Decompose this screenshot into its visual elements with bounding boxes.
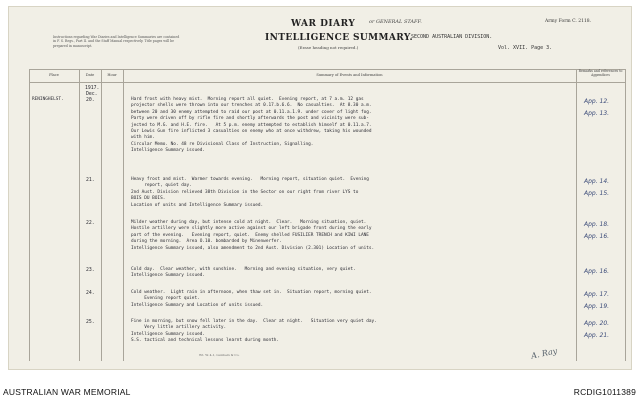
appendix-reference: App. 13. (584, 110, 610, 117)
entry-line: Milder weather during day, but intense cold at night. Clear. Morning situation, quiet. (131, 220, 367, 225)
entry-line: Intelligence Summary issued. (131, 273, 206, 279)
war-diary-sheet (8, 6, 632, 370)
entry-line: during the morning. Area O.10. bombarded by Minenwerfer. (131, 239, 282, 245)
division-name: SECOND AUSTRALIAN DIVISION. (411, 34, 493, 40)
remarks-column-rule (576, 69, 577, 361)
appendix-reference: App. 16. (584, 233, 610, 240)
column-header-hour: Hour (107, 73, 117, 77)
column-header-place: Place (49, 73, 59, 77)
diary-title: WAR DIARY (291, 19, 356, 29)
entry-day: 21. (86, 178, 95, 183)
printer-imprint: Wt. W. 4-1, Lumbers & Co. (199, 353, 240, 357)
entry-line: Evening report quiet. (131, 296, 200, 302)
entry-line: S.S. tactical and technical lessons learnt during month. (131, 338, 280, 344)
table-top-rule (29, 69, 625, 70)
entry-line: Our Lewis Gun fire inflicted 3 casualties on enemy who at once withdrew, taking his wounded (131, 129, 372, 134)
entry-line: Circular Memo. No. 48 re Divisional Class of Instruction, Signalling. (131, 141, 314, 147)
place-name: RENINGHELST. (32, 97, 64, 102)
date-column-rule (101, 69, 102, 361)
entry-line: Very little artillery activity. (131, 325, 227, 331)
entry-day: 22. (86, 221, 95, 226)
entry-line: Intelligence Summary issued. (131, 148, 206, 154)
entry-line: 2nd Aust. Division relieved 38th Division in the Sector on our right from river LYS to (131, 189, 359, 195)
handwritten-heading-note: or GENERAL STAFF. (369, 19, 422, 25)
archive-caption: AUSTRALIAN WAR MEMORIAL (3, 387, 131, 397)
army-form-number: Army Form C. 2118. (545, 19, 592, 24)
entry-line: Intelligence Summary issued. (131, 331, 206, 337)
erase-heading-note: (Erase heading not required.) (298, 45, 359, 50)
entry-line: jected to M.G. and H.E. fire. At 5 p.m. enemy attempted to establish himself at 0.11.a.7. (131, 122, 372, 128)
record-id: RCDIG1011389 (573, 387, 636, 397)
entry-day: 20. (86, 98, 95, 103)
appendix-reference: App. 18. (584, 221, 610, 228)
entry-line: Hard frost with heavy mist. Morning report all quiet. Evening report, at 7 a.m. 12 gas (131, 97, 364, 102)
volume-page: Vol. XVII. Page 3. (498, 45, 553, 51)
year: 1917. (85, 86, 100, 91)
place-column-rule (79, 69, 80, 361)
appendix-reference: App. 15. (584, 190, 610, 197)
appendix-reference: App. 12. (584, 98, 610, 105)
entry-line: Hostile artillery were slightly more active against our left brigade front during the early (131, 226, 372, 232)
appendix-reference: App. 19. (584, 303, 610, 310)
entry-line: part of the evening. Evening report, quiet. Enemy shelled FUSILIER TRENCH and KIWI LANE (131, 232, 369, 238)
month: Dec. (86, 92, 98, 97)
entry-day: 23. (86, 268, 95, 273)
entry-line: projector shells were thrown into our trenches at 0.17.b.6.6. No casualties. At 8.30 a.m. (131, 103, 372, 109)
column-header-date: Date (85, 73, 95, 77)
entry-line: report, quiet day. (131, 183, 192, 189)
instructions-text: Instructions regarding War Diaries and Intelligence Summaries are contained in F. S. Regs., Part II. and the Staff Manual respectively. Title pages will be prepared in manuscript. (53, 35, 180, 48)
table-right-rule (625, 69, 626, 361)
column-header-remarks: Remarks and references to Appendices (578, 69, 623, 77)
entry-line: Heavy frost and mist. Warmer towards evening. Morning report, situation quiet. Evening (131, 177, 369, 182)
appendix-reference: App. 17. (584, 291, 610, 298)
entry-line: with him. (131, 135, 155, 141)
entry-line: Intelligence Summary and Location of units issued. (131, 302, 264, 308)
appendix-reference: App. 16. (584, 268, 610, 275)
intelligence-summary-title: INTELLIGENCE SUMMARY. (265, 33, 414, 43)
entry-line: Fine in morning, but snow fell later in the day. Clear at night. Situation very quiet day. (131, 319, 377, 324)
appendix-reference: App. 14. (584, 178, 610, 185)
column-header-summary: Summary of Events and Information (316, 73, 383, 77)
entry-line: Location of units and Intelligence Summary issued. (131, 202, 264, 208)
entry-line: Party were driven off by rifle fire and shortly afterwards the post and vicinity were sub- (131, 116, 369, 122)
entry-line: between 20 and 30 enemy attempted to raid our post at 0.11.a.1.9. under cover of light fog. (131, 109, 372, 115)
table-header-rule (29, 82, 625, 83)
entry-line: Cold weather. Light rain in afternoon, when thaw set in. Situation report, morning quiet. (131, 290, 372, 295)
entry-line: Intelligence Summary issued, also amendment to 2nd Aust. Division (2.301) Location of units. (131, 245, 375, 251)
entry-day: 24. (86, 291, 95, 296)
table-left-rule (29, 69, 30, 361)
appendix-reference: App. 20. (584, 320, 610, 327)
hour-column-rule (123, 69, 124, 361)
appendix-reference: App. 21. (584, 332, 610, 339)
entry-line: BOIS DU BOIS. (131, 196, 166, 202)
signature: A. Ray (530, 346, 559, 361)
entry-line: Cold day. Clear weather, with sunshine. Morning and evening situation, very quiet. (131, 267, 356, 272)
entry-day: 25. (86, 320, 95, 325)
